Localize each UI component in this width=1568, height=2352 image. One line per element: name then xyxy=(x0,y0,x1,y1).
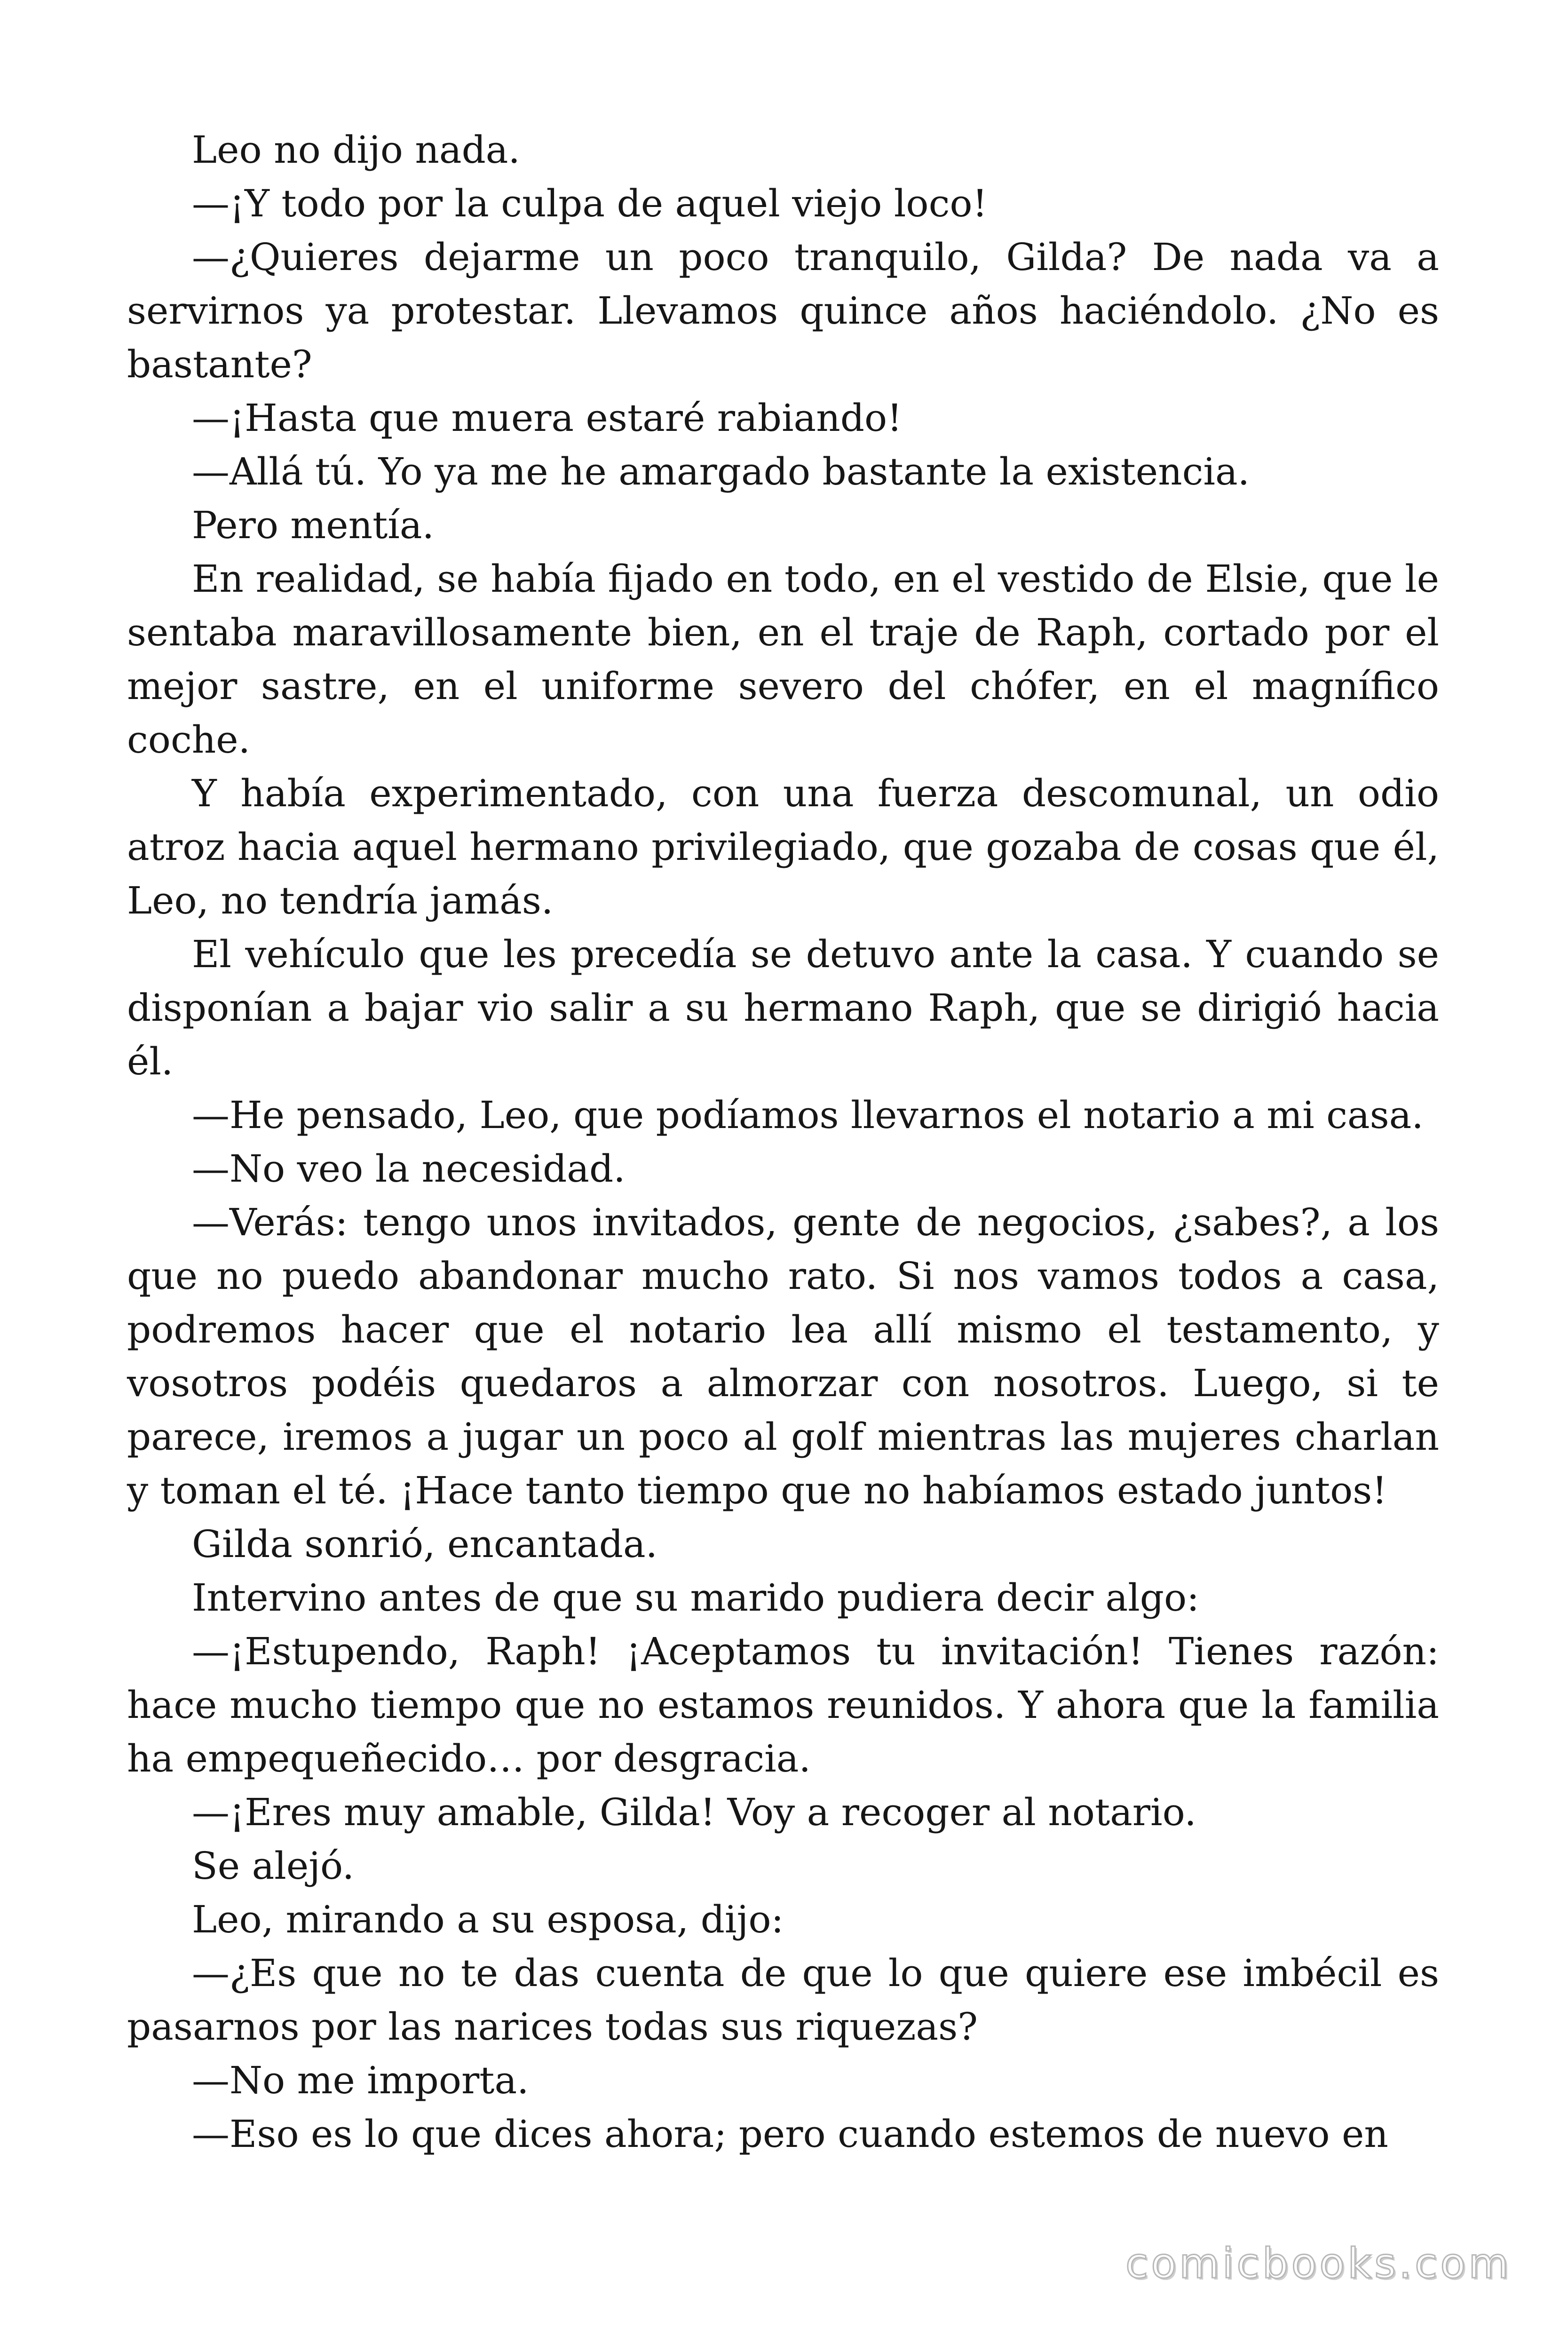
paragraph: —¿Quieres dejarme un poco tranquilo, Gilda? De nada va a servirnos ya protestar. Llevamos quince años haciéndolo. ¿No es bastante? xyxy=(127,235,1439,386)
paragraph: —¡Estupendo, Raph! ¡Aceptamos tu invitación! Tienes razón: hace mucho tiempo que no estamos reunidos. Y ahora que la familia ha empequeñecido… por desgracia. xyxy=(127,1629,1439,1780)
paragraph: Intervino antes de que su marido pudiera decir algo: xyxy=(192,1576,1200,1620)
paragraph: Leo, mirando a su esposa, dijo: xyxy=(192,1898,784,1941)
paragraph: —¡Eres muy amable, Gilda! Voy a recoger al notario. xyxy=(192,1790,1196,1834)
paragraph: —Verás: tengo unos invitados, gente de negocios, ¿sabes?, a los que no puedo abandonar mucho rato. Si nos vamos todos a casa, podremos hacer que el notario lea allí mismo el testamento, y vosotros podéis quedaros a almorzar con nosotros. Luego, si te parece, iremos a jugar un poco al golf mientras las mujeres charlan y toman el té. ¡Hace tanto tiempo que no habíamos estado juntos! xyxy=(127,1200,1439,1512)
paragraph: Pero mentía. xyxy=(192,503,434,547)
paragraph: —Allá tú. Yo ya me he amargado bastante la existencia. xyxy=(192,450,1250,493)
paragraph: —Eso es lo que dices ahora; pero cuando estemos de nuevo en xyxy=(192,2112,1388,2156)
paragraph: —No me importa. xyxy=(192,2058,529,2102)
text-block xyxy=(127,123,1439,2161)
paragraph: —No veo la necesidad. xyxy=(192,1147,626,1191)
paragraph: —¡Y todo por la culpa de aquel viejo loco! xyxy=(192,182,988,225)
paragraph: En realidad, se había fijado en todo, en el vestido de Elsie, que le sentaba maravillosamente bien, en el traje de Raph, cortado por el mejor sastre, en el uniforme severo del chófer, en el magnífico coche. xyxy=(127,557,1439,762)
paragraph: Se alejó. xyxy=(192,1844,355,1888)
paragraph: —He pensado, Leo, que podíamos llevarnos el notario a mi casa. xyxy=(192,1093,1424,1137)
paragraph: —¿Es que no te das cuenta de que lo que quiere ese imbécil es pasarnos por las narices todas sus riquezas? xyxy=(127,1951,1439,2049)
paragraph: El vehículo que les precedía se detuvo ante la casa. Y cuando se disponían a bajar vio salir a su hermano Raph, que se dirigió hacia él. xyxy=(127,932,1439,1083)
paragraph: Leo no dijo nada. xyxy=(192,128,520,172)
paragraph: —¡Hasta que muera estaré rabiando! xyxy=(192,396,903,440)
paragraph: Y había experimentado, con una fuerza descomunal, un odio atroz hacia aquel hermano privilegiado, que gozaba de cosas que él, Leo, no tendría jamás. xyxy=(127,771,1439,922)
paragraph: Gilda sonrió, encantada. xyxy=(192,1522,658,1566)
watermark: comicbooks.com xyxy=(1125,2239,1512,2288)
